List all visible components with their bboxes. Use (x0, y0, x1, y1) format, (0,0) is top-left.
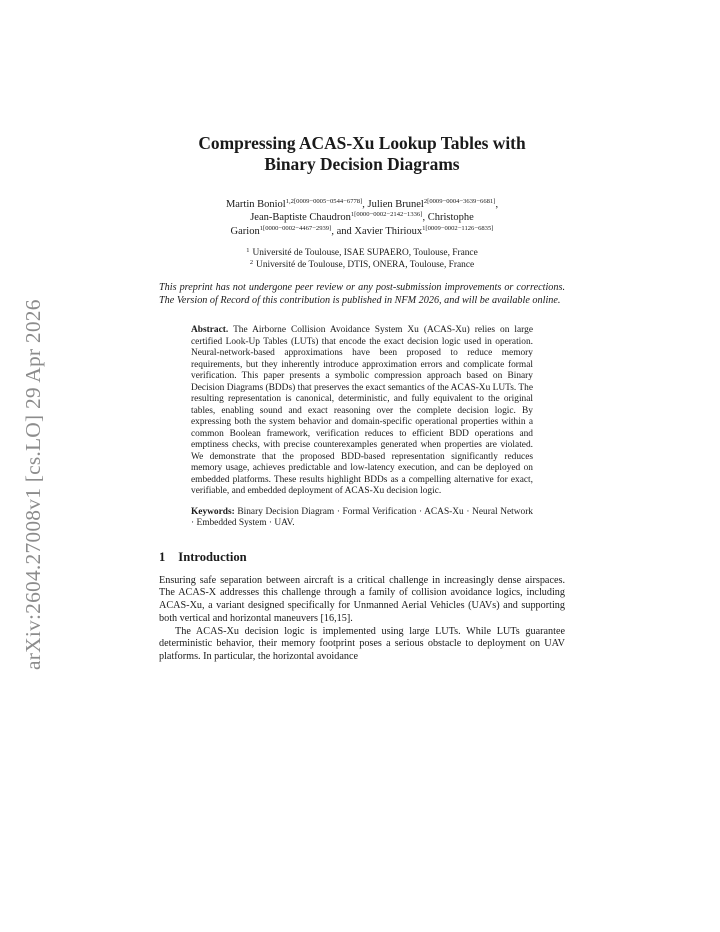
arxiv-id-text: arXiv:2604.27008v1 [cs.LO] 29 Apr 2026 (21, 299, 45, 670)
author-line-1 (159, 198, 565, 211)
section-number: 1 (159, 549, 166, 564)
abstract-label: Abstract. (191, 325, 229, 335)
author-orcid: 2[0009−0004−3639−6681] (423, 198, 496, 205)
author-orcid: 1[0000−0002−2142−1336] (350, 211, 423, 219)
section-title: Introduction (178, 549, 247, 564)
author-orcid: 1[0009−0002−1126−6835] (422, 224, 494, 232)
abstract-block (191, 325, 533, 498)
title-line-1: Compressing ACAS-Xu Lookup Tables with (198, 133, 526, 153)
affiliation-list (159, 248, 565, 271)
keywords-label: Keywords: (191, 506, 235, 517)
preprint-note: This preprint has not undergone peer review or any post-submission improvements or corrections. The Version of Record of this contribution is published in NFM 2026, and will be available online. (159, 282, 565, 307)
affiliation-text: Université de Toulouse, ISAE SUPAERO, Toulouse, France (252, 248, 478, 259)
arxiv-identifier-stamp (22, 250, 46, 670)
author-separator: , Christophe (422, 212, 474, 224)
author-name: Xavier Thirioux (354, 225, 423, 237)
author-separator: , and (331, 225, 355, 237)
abstract-text: The Airborne Collision Avoidance System Xu (ACAS-Xu) relies on large certified Look-Up Tables (LUTs) that encode the exact decision logic used in operation. Neural-network-based approximations have been proposed to reduce memory requirements, but they inherently introduce approximation errors and complicate formal verification. This paper presents a symbolic compression approach based on Binary Decision Diagrams (BDDs) that preserves the exact semantics of the ACAS-Xu LUTs. The resulting representation is canonical, deterministic, and fully equivalent to the original tables, enabling sound and exact reasoning over the complete decision logic. By expressing both the system behavior and domain-specific operational properties within a common Boolean framework, verification reduces to efficient BDD operations and emptiness checks, with precise counterexamples generated when properties are violated. We demonstrate that the proposed BDD-based representation significantly reduces memory usage, achieves predictable and low-latency execution, and can be deployed on embedded platforms. These results highlight BDDs as a compelling alternative for exact, verifiable, and embedded deployment of ACAS-Xu decision logic. (191, 325, 533, 496)
paragraph: Ensuring safe separation between aircraft is a critical challenge in increasingly dense airspaces. The ACAS-X addresses this challenge through a family of collision avoidance logics, including ACAS-Xu, a variant designed specifically for Unmanned Aerial Vehicles (UAVs) and supporting both vertical and horizontal maneuvers [16,15]. (159, 574, 565, 624)
author-orcid: 1,2[0009−0005−0544−6778] (285, 198, 363, 205)
author-list (159, 198, 565, 238)
author-separator: , (495, 199, 499, 210)
author-name: Martin Boniol (225, 199, 286, 210)
affiliation-number: 2 (249, 258, 254, 266)
keywords-block (191, 507, 533, 530)
author-line-3 (159, 225, 565, 238)
paper-title (159, 133, 565, 175)
title-line-2: Binary Decision Diagrams (264, 154, 460, 174)
affiliation-item (159, 260, 565, 272)
author-separator: , (362, 199, 368, 210)
affiliation-item (159, 248, 565, 260)
author-name: Jean-Baptiste Chaudron (250, 212, 351, 224)
section-heading (159, 550, 565, 565)
author-name: Julien Brunel (367, 199, 424, 210)
affiliation-text: Université de Toulouse, DTIS, ONERA, Toulouse, France (256, 259, 475, 270)
affiliation-number: 1 (246, 247, 250, 255)
author-orcid: 1[0000−0002−4467−2939] (259, 224, 332, 232)
author-line-2 (159, 211, 565, 224)
keywords-text: Binary Decision Diagram · Formal Verification · ACAS-Xu · Neural Network · Embedded System · UAV. (191, 506, 533, 528)
paragraph: The ACAS-Xu decision logic is implemented using large LUTs. While LUTs guarantee deterministic behavior, their memory footprint poses a serious obstacle to deployment on UAV platforms. In particular, the horizontal avoidance (159, 625, 565, 663)
author-name: Garion (230, 225, 260, 237)
paper-page (159, 128, 565, 664)
section-body (159, 575, 565, 665)
